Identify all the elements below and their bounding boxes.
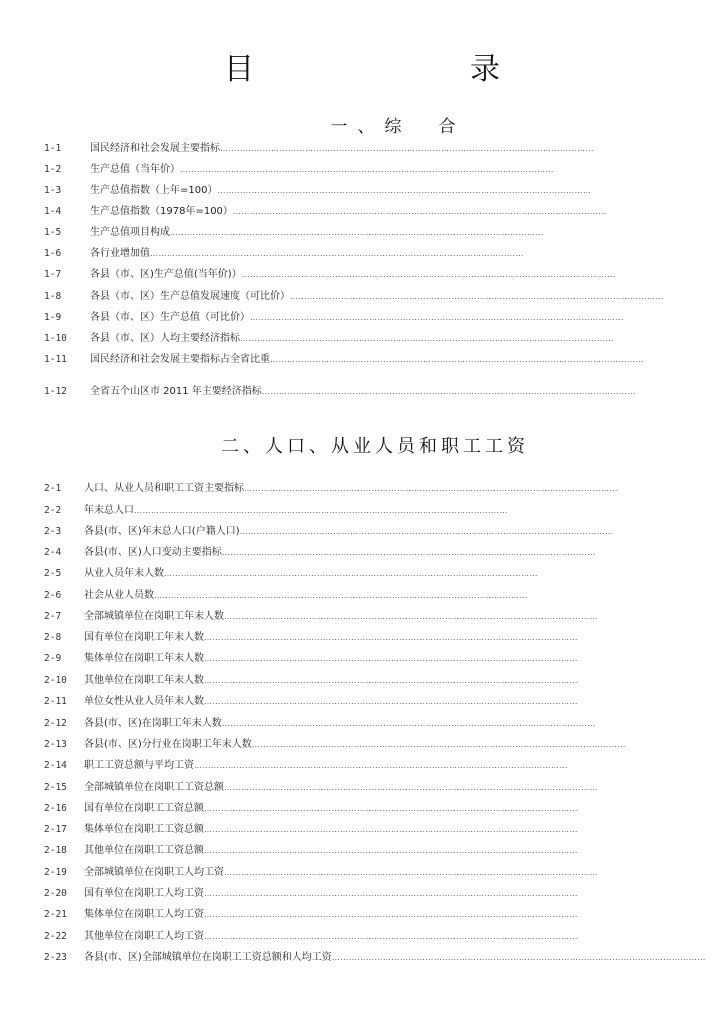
toc-entry[interactable] xyxy=(44,310,624,326)
toc-entry[interactable] xyxy=(44,588,528,604)
toc-dot-leader: …………………………………………………………………………………………………………………… xyxy=(204,825,578,834)
toc-dot-leader: …………………………………………………………………………………………………………………… xyxy=(221,548,596,557)
toc-entry-number: 2-20 xyxy=(44,888,67,899)
toc-dot-leader: …………………………………………………………………………………………………………………… xyxy=(261,387,636,396)
toc-entry-title: 各县（市、区）人均主要经济指标 xyxy=(90,333,240,344)
section-heading-general: 一、综 合 xyxy=(330,117,466,137)
toc-dot-leader: …………………………………………………………………………………………………………………… xyxy=(240,334,614,343)
toc-dot-leader: …………………………………………………………………………………………………………………… xyxy=(134,506,508,515)
toc-entry-number: 2-9 xyxy=(44,653,62,664)
toc-entry[interactable] xyxy=(44,929,578,945)
toc-entry-number: 2-1 xyxy=(44,483,62,494)
toc-entry-number: 1-2 xyxy=(44,164,62,175)
toc-dot-leader: …………………………………………………………………………………………………………………… xyxy=(204,889,578,898)
toc-entry-title: 各县(市、区)分行业在岗职工年末人数 xyxy=(84,739,252,750)
toc-entry-number: 2-16 xyxy=(44,803,67,814)
toc-entry-number: 1-10 xyxy=(44,333,67,344)
toc-entry-number: 2-19 xyxy=(44,867,67,878)
toc-entry[interactable] xyxy=(44,801,578,817)
toc-entry-number: 1-12 xyxy=(44,386,67,397)
toc-entry-number: 2-18 xyxy=(44,845,67,856)
toc-entry[interactable] xyxy=(44,843,578,859)
toc-entry-number: 2-10 xyxy=(44,675,67,686)
toc-entry[interactable] xyxy=(44,694,578,710)
toc-entry-title: 集体单位在岗职工人均工资 xyxy=(84,909,204,920)
toc-dot-leader: …………………………………………………………………………………………………………………… xyxy=(204,932,578,941)
toc-entry[interactable] xyxy=(44,716,596,732)
toc-entry-title: 国有单位在岗职工工资总额 xyxy=(84,803,204,814)
toc-entry-number: 2-2 xyxy=(44,505,62,516)
toc-dot-leader: …………………………………………………………………………………………………………………… xyxy=(221,719,596,728)
toc-dot-leader: …………………………………………………………………………………………………………………… xyxy=(331,953,706,962)
toc-entry-number: 1-5 xyxy=(44,227,62,238)
toc-entry-title: 生产总值项目构成 xyxy=(90,227,170,238)
toc-entry[interactable] xyxy=(44,737,626,753)
toc-dot-leader: …………………………………………………………………………………………………………………… xyxy=(194,761,568,770)
toc-dot-leader: …………………………………………………………………………………………………………………… xyxy=(164,569,538,578)
toc-entry-title: 生产总值（当年价） xyxy=(90,164,180,175)
toc-entry[interactable] xyxy=(44,566,538,582)
toc-entry-title: 生产总值指数（1978年=100） xyxy=(90,206,233,217)
toc-entry-title: 社会从业人员数 xyxy=(84,590,154,601)
toc-entry[interactable] xyxy=(44,141,594,157)
toc-entry-title: 国民经济和社会发展主要指标占全省比重 xyxy=(90,354,270,365)
toc-entry-title: 人口、从业人员和职工工资主要指标 xyxy=(84,483,244,494)
toc-dot-leader: …………………………………………………………………………………………………………………… xyxy=(204,804,578,813)
toc-entry-number: 1-7 xyxy=(44,269,62,280)
toc-entry-title: 国有单位在岗职工年末人数 xyxy=(84,632,204,643)
toc-entry-title: 各行业增加值 xyxy=(90,248,150,259)
toc-entry-title: 国民经济和社会发展主要指标 xyxy=(90,143,220,154)
toc-entry[interactable] xyxy=(44,865,598,881)
toc-entry-number: 1-11 xyxy=(44,354,67,365)
toc-entry[interactable] xyxy=(44,331,614,347)
toc-entry-number: 2-6 xyxy=(44,590,62,601)
toc-dot-leader: …………………………………………………………………………………………………………………… xyxy=(204,676,578,685)
toc-entry-number: 2-23 xyxy=(44,952,67,963)
toc-entry-number: 2-22 xyxy=(44,931,67,942)
toc-dot-leader: …………………………………………………………………………………………………………………… xyxy=(290,292,664,301)
toc-dot-leader: …………………………………………………………………………………………………………………… xyxy=(180,165,554,174)
toc-dot-leader: …………………………………………………………………………………………………………………… xyxy=(232,207,607,216)
toc-dot-leader: …………………………………………………………………………………………………………………… xyxy=(239,527,614,536)
toc-dot-leader: …………………………………………………………………………………………………………………… xyxy=(241,270,616,279)
toc-entry-title: 全部城镇单位在岗职工年末人数 xyxy=(84,611,224,622)
toc-entry-number: 1-9 xyxy=(44,312,62,323)
toc-dot-leader: …………………………………………………………………………………………………………………… xyxy=(224,783,598,792)
toc-entry-number: 2-8 xyxy=(44,632,62,643)
toc-entry-title: 单位女性从业人员年末人数 xyxy=(84,696,204,707)
toc-entry[interactable] xyxy=(44,907,578,923)
toc-entry[interactable] xyxy=(44,545,596,561)
toc-entry[interactable] xyxy=(44,246,524,262)
toc-entry-number: 2-11 xyxy=(44,696,67,707)
toc-entry-title: 集体单位在岗职工工资总额 xyxy=(84,824,204,835)
toc-entry[interactable] xyxy=(44,673,578,689)
toc-dot-leader: …………………………………………………………………………………………………………………… xyxy=(270,355,644,364)
toc-entry[interactable] xyxy=(44,481,618,497)
toc-entry[interactable] xyxy=(44,950,706,966)
toc-entry-title: 其他单位在岗职工年末人数 xyxy=(84,675,204,686)
toc-entry-title: 各县（市、区）生产总值发展速度（可比价） xyxy=(90,291,290,302)
toc-entry[interactable] xyxy=(44,352,644,368)
toc-entry-title: 各县(市、区)年末总人口(户籍人口) xyxy=(84,526,240,537)
toc-entry-title: 集体单位在岗职工年末人数 xyxy=(84,653,204,664)
toc-entry[interactable] xyxy=(44,225,544,241)
toc-entry-number: 1-1 xyxy=(44,143,62,154)
toc-entry-number: 2-14 xyxy=(44,760,67,771)
toc-entry-title: 各县(市、区)人口变动主要指标 xyxy=(84,547,222,558)
toc-entry-number: 2-12 xyxy=(44,718,67,729)
toc-dot-leader: …………………………………………………………………………………………………………………… xyxy=(150,249,524,258)
page-title: 目 录 xyxy=(224,52,552,87)
toc-entry-title: 各县(市、区)在岗职工年末人数 xyxy=(84,718,222,729)
toc-entry-title: 各县（市、区）生产总值（可比价） xyxy=(90,312,250,323)
toc-dot-leader: …………………………………………………………………………………………………………………… xyxy=(204,633,578,642)
toc-entry-title: 其他单位在岗职工工资总额 xyxy=(84,845,204,856)
toc-entry-title: 各县(市、区)全部城镇单位在岗职工工资总额和人均工资 xyxy=(84,952,332,963)
toc-entry-title: 其他单位在岗职工人均工资 xyxy=(84,931,204,942)
toc-entry-number: 1-8 xyxy=(44,291,62,302)
toc-entry[interactable] xyxy=(44,204,607,220)
toc-entry-title: 全部城镇单位在岗职工工资总额 xyxy=(84,782,224,793)
toc-entry[interactable] xyxy=(44,267,616,283)
toc-entry-number: 1-3 xyxy=(44,185,62,196)
toc-entry-title: 生产总值指数（上年=100） xyxy=(90,185,218,196)
toc-entry-title: 全部城镇单位在岗职工人均工资 xyxy=(84,867,224,878)
toc-entry[interactable] xyxy=(44,630,578,646)
toc-entry[interactable] xyxy=(44,384,636,400)
toc-dot-leader: …………………………………………………………………………………………………………………… xyxy=(244,484,618,493)
toc-entry[interactable] xyxy=(44,780,598,796)
toc-entry-title: 国有单位在岗职工人均工资 xyxy=(84,888,204,899)
toc-entry-number: 2-5 xyxy=(44,568,62,579)
toc-dot-leader: …………………………………………………………………………………………………………………… xyxy=(217,186,592,195)
toc-dot-leader: …………………………………………………………………………………………………………………… xyxy=(204,697,578,706)
toc-entry[interactable] xyxy=(44,822,578,838)
toc-dot-leader: …………………………………………………………………………………………………………………… xyxy=(220,144,594,153)
toc-dot-leader: …………………………………………………………………………………………………………………… xyxy=(204,846,578,855)
toc-entry-title: 全省五个山区市 2011 年主要经济指标 xyxy=(90,386,262,397)
toc-dot-leader: …………………………………………………………………………………………………………………… xyxy=(250,313,624,322)
toc-entry-number: 2-13 xyxy=(44,739,67,750)
toc-dot-leader: …………………………………………………………………………………………………………………… xyxy=(224,612,598,621)
toc-entry[interactable] xyxy=(44,289,664,305)
toc-entry-number: 2-7 xyxy=(44,611,62,622)
toc-entry-title: 各县（市、区)生产总值(当年价)） xyxy=(90,269,242,280)
toc-dot-leader: …………………………………………………………………………………………………………………… xyxy=(204,910,578,919)
toc-dot-leader: …………………………………………………………………………………………………………………… xyxy=(224,868,598,877)
toc-entry-title: 从业人员年末人数 xyxy=(84,568,164,579)
toc-entry[interactable] xyxy=(44,524,614,540)
toc-entry[interactable] xyxy=(44,758,568,774)
toc-entry[interactable] xyxy=(44,183,592,199)
toc-entry-number: 1-4 xyxy=(44,206,62,217)
toc-dot-leader: …………………………………………………………………………………………………………………… xyxy=(154,591,528,600)
toc-entry[interactable] xyxy=(44,162,554,178)
toc-dot-leader: …………………………………………………………………………………………………………………… xyxy=(170,228,544,237)
toc-entry-title: 年末总人口 xyxy=(84,505,134,516)
toc-entry[interactable] xyxy=(44,651,578,667)
toc-entry-number: 2-15 xyxy=(44,782,67,793)
toc-dot-leader: …………………………………………………………………………………………………………………… xyxy=(204,654,578,663)
toc-entry[interactable] xyxy=(44,503,508,519)
toc-entry-title: 职工工资总额与平均工资 xyxy=(84,760,194,771)
toc-entry[interactable] xyxy=(44,886,578,902)
section-heading-population: 二、人口、从业人员和职工工资 xyxy=(221,436,529,457)
toc-dot-leader: …………………………………………………………………………………………………………………… xyxy=(251,740,626,749)
toc-entry-number: 2-3 xyxy=(44,526,62,537)
toc-entry-number: 2-17 xyxy=(44,824,67,835)
toc-entry[interactable] xyxy=(44,609,598,625)
toc-entry-number: 2-4 xyxy=(44,547,62,558)
toc-entry-number: 1-6 xyxy=(44,248,62,259)
toc-entry-number: 2-21 xyxy=(44,909,67,920)
